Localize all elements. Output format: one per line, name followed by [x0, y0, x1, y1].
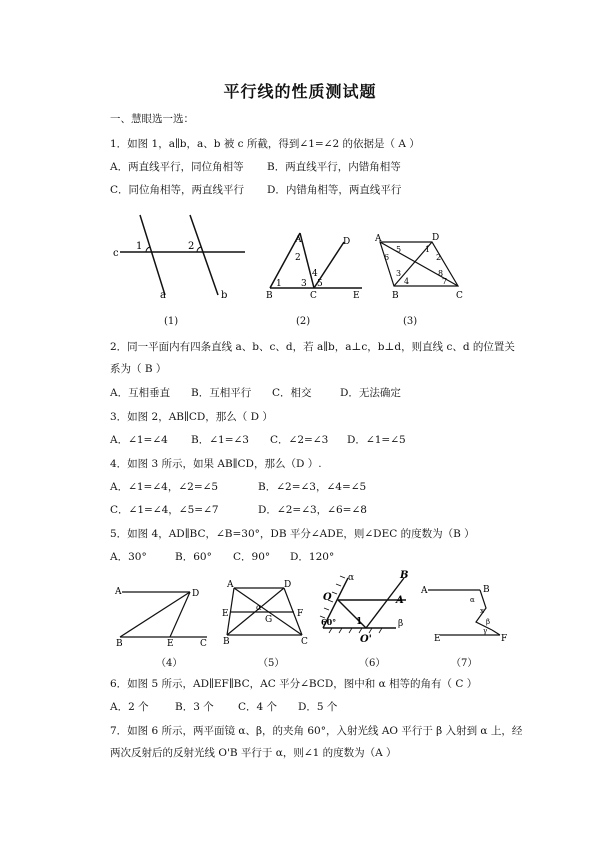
- label-angle-3: 3: [301, 279, 307, 289]
- label-b: b: [221, 290, 228, 301]
- page-title: 平行线的性质测试题: [223, 82, 377, 101]
- label-c: c: [113, 248, 119, 259]
- label-angle-2: 2: [188, 241, 195, 252]
- question-6-option-c: C．4 个: [238, 701, 278, 713]
- question-5-option-a: A．30°: [110, 551, 147, 563]
- figure-3: [370, 230, 470, 305]
- question-3-option-c: C．∠2=∠3: [270, 434, 329, 446]
- label-C: C: [310, 291, 317, 301]
- question-6-option-b: B．3 个: [175, 701, 214, 713]
- label-O-prime: O': [360, 634, 372, 645]
- line-b: [190, 215, 218, 295]
- question-2-stem-cont: 系为（ B ）: [110, 363, 167, 375]
- question-1-option-a: A．两直线平行，同位角相等: [110, 161, 244, 173]
- label-60-degrees: 60°: [321, 617, 337, 627]
- label-B: B: [392, 291, 399, 301]
- question-2-stem: 2．同一平面内有四条直线 a、b、c、d，若 a∥b，a⊥c，b⊥d，则直线 c、d 的位置关: [110, 341, 515, 353]
- label-E: E: [167, 639, 174, 647]
- label-x: x: [480, 607, 484, 615]
- label-angle-4: 4: [404, 277, 410, 286]
- label-angle-2: 2: [436, 253, 442, 262]
- question-5-option-c: C．90°: [233, 551, 271, 563]
- label-O: O: [323, 592, 332, 603]
- question-4-option-b: B．∠2=∠3，∠4=∠5: [258, 481, 367, 493]
- question-4-option-d: D．∠2=∠3，∠6=∠8: [258, 504, 367, 516]
- question-3-stem: 3．如图 2，AB∥CD，那么（ D ）: [110, 411, 273, 423]
- label-E: E: [353, 291, 360, 301]
- label-angle-8: 8: [438, 269, 444, 278]
- question-5-stem: 5．如图 4，AD∥BC，∠B=30°，DB 平分∠ADE，则∠DEC 的度数为（B ）: [110, 528, 475, 540]
- label-C: C: [456, 291, 463, 301]
- label-A: A: [295, 235, 302, 245]
- label-beta: β: [486, 618, 491, 626]
- label-D: D: [432, 233, 440, 243]
- label-angle-1: 1: [276, 279, 282, 289]
- figure-1-caption: (1): [164, 316, 179, 327]
- label-angle-7: 7: [442, 277, 448, 286]
- question-2-option-a: A．互相垂直: [110, 387, 171, 399]
- label-alpha: α: [470, 596, 475, 604]
- question-2-option-b: B．互相平行: [191, 387, 252, 399]
- label-alpha: α: [348, 573, 355, 583]
- label-A: A: [421, 586, 428, 596]
- label-E: E: [222, 609, 229, 619]
- label-F: F: [501, 634, 508, 644]
- question-1-option-b: B．两直线平行，内错角相等: [267, 161, 401, 173]
- question-5-option-d: D．120°: [290, 551, 335, 563]
- figure-7: [420, 580, 510, 645]
- figure-7-caption: （7）: [451, 658, 478, 669]
- label-angle-3: 3: [396, 269, 402, 278]
- question-1-option-c: C．同位角相等，两直线平行: [110, 184, 245, 196]
- label-angle-1: 1: [425, 245, 431, 254]
- label-F: F: [297, 609, 304, 619]
- figure-1: [110, 210, 250, 310]
- label-beta: β: [398, 619, 404, 629]
- label-B: B: [223, 637, 230, 645]
- figure-2: [262, 228, 372, 308]
- question-4-option-a: A．∠1=∠4，∠2=∠5: [110, 481, 219, 493]
- question-4-option-c: C．∠1=∠4，∠5=∠7: [110, 504, 219, 516]
- figure-5: [222, 580, 312, 645]
- question-6-option-a: A．2 个: [110, 701, 149, 713]
- label-angle-5: 5: [396, 245, 402, 254]
- question-2-option-c: C．相交: [272, 387, 312, 399]
- label-D: D: [192, 589, 200, 599]
- question-2-option-d: D．无法确定: [340, 387, 401, 399]
- label-B: B: [400, 570, 409, 581]
- label-B: B: [266, 291, 273, 301]
- question-7-stem: 7．如图 6 所示，两平面镜 α、β，的夹角 60°，入射光线 AO 平行于 β 入射到 α 上，经: [110, 725, 523, 737]
- label-C: C: [200, 639, 207, 647]
- label-A: A: [115, 587, 122, 597]
- figure-3-caption: (3): [403, 316, 418, 327]
- label-angle-4: 4: [312, 269, 318, 279]
- line-a: [140, 215, 165, 295]
- label-angle-1: 1: [136, 241, 143, 252]
- label-angle-1: 1: [356, 617, 363, 627]
- label-C: C: [301, 637, 308, 645]
- label-E: E: [434, 634, 441, 644]
- question-6-option-d: D．5 个: [298, 701, 338, 713]
- figure-4-caption: （4）: [156, 658, 183, 669]
- figure-6-caption: （6）: [359, 658, 386, 669]
- label-angle-5: 5: [317, 279, 323, 289]
- label-B: B: [483, 585, 490, 595]
- label-alpha: α: [256, 603, 262, 612]
- question-1-stem: 1．如图 1，a∥b，a、b 被 c 所截，得到∠1=∠2 的依据是（ A ）: [110, 138, 420, 150]
- label-A: A: [375, 234, 382, 244]
- label-D: D: [343, 237, 351, 247]
- label-angle-6: 6: [384, 253, 390, 262]
- label-A: A: [396, 595, 404, 606]
- question-6-stem: 6．如图 5 所示，AD∥EF∥BC，AC 平分∠BCD，图中和 α 相等的角有（ C ）: [110, 678, 478, 690]
- label-angle-2: 2: [295, 253, 301, 263]
- figure-5-caption: （5）: [258, 658, 285, 669]
- question-4-stem: 4．如图 3 所示，如果 AB∥CD，那么（D ）.: [110, 458, 322, 470]
- question-3-option-a: A．∠1=∠4: [110, 434, 168, 446]
- figure-4: [112, 582, 217, 647]
- label-a: a: [160, 290, 166, 301]
- question-3-option-b: B．∠1=∠3: [191, 434, 249, 446]
- figure-2-caption: (2): [296, 316, 311, 327]
- question-3-option-d: D．∠1=∠5: [347, 434, 406, 446]
- figure-6: [318, 570, 418, 650]
- question-1-option-d: D．内错角相等，两直线平行: [267, 184, 402, 196]
- label-G: G: [265, 615, 273, 625]
- label-D: D: [284, 580, 292, 590]
- label-B: B: [116, 639, 123, 647]
- label-A: A: [227, 580, 234, 590]
- section-heading: 一、慧眼选一选：: [110, 113, 194, 125]
- question-5-option-b: B．60°: [175, 551, 212, 563]
- label-gamma: γ: [483, 627, 488, 635]
- question-7-stem-cont: 两次反射后的反射光线 O'B 平行于 α，则∠1 的度数为（A ）: [110, 747, 397, 759]
